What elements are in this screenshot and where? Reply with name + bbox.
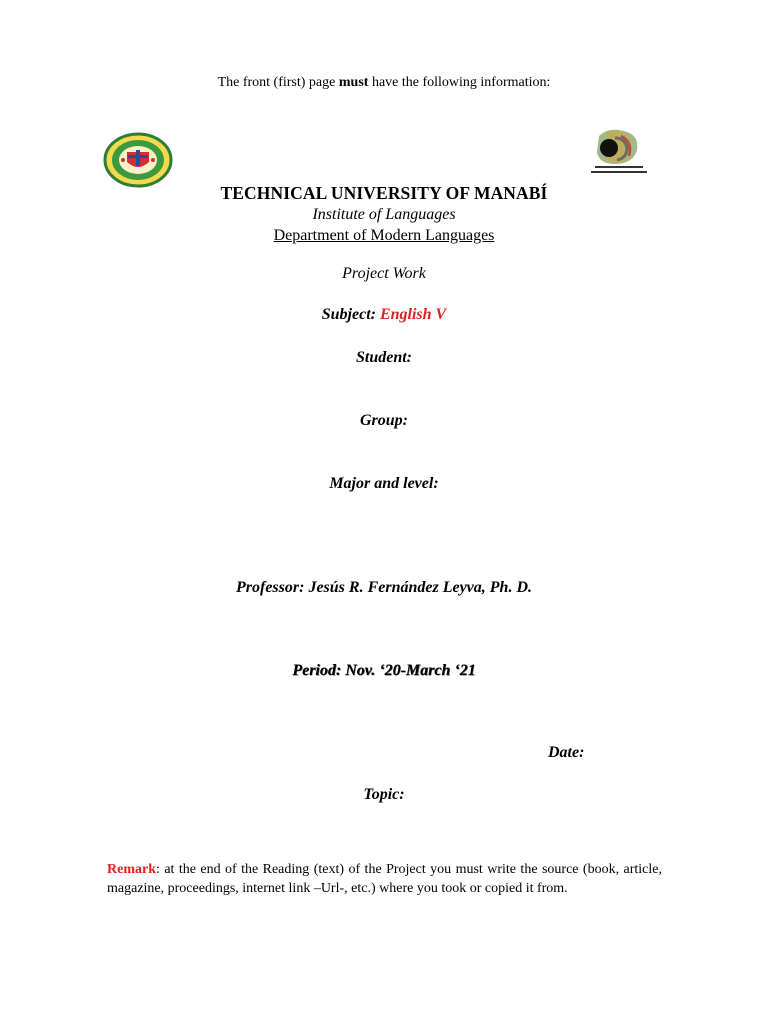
- university-name: TECHNICAL UNIVERSITY OF MANABÍ: [220, 183, 548, 203]
- date-label: Date:: [548, 744, 585, 761]
- group-label: Group:: [359, 412, 408, 429]
- student-label: Student:: [355, 349, 412, 366]
- university-seal-logo: [103, 130, 173, 190]
- remark-text: : at the end of the Reading (text) of the Project you must write the source (book, article, magazine, proceedings, internet link –Url-, etc.) where you took or copied it from.: [107, 862, 662, 896]
- intro-line: [0, 75, 768, 91]
- project-work-label: Project Work: [342, 265, 426, 282]
- remark-label: Remark: [107, 862, 156, 877]
- institute-name: Institute of Languages: [312, 206, 456, 223]
- subject-value: English V: [375, 306, 447, 323]
- remark-paragraph: [107, 860, 662, 898]
- intro-emphasis: must: [338, 75, 369, 90]
- professor-line: Professor: Jesús R. Fernández Leyva, Ph. D.: [236, 579, 532, 596]
- intro-before: The front (first) page: [217, 75, 339, 90]
- major-and-level-label: Major and level:: [329, 475, 439, 492]
- topic-label: Topic:: [363, 786, 405, 803]
- subject-line: [0, 306, 768, 324]
- intro-after: have the following information:: [368, 75, 551, 90]
- department-name: Department of Modern Languages: [273, 227, 495, 244]
- institute-of-languages-logo: [585, 126, 653, 178]
- period-line: Period: Nov. ‘20-March ‘21: [292, 662, 476, 679]
- subject-label: Subject:: [321, 306, 376, 323]
